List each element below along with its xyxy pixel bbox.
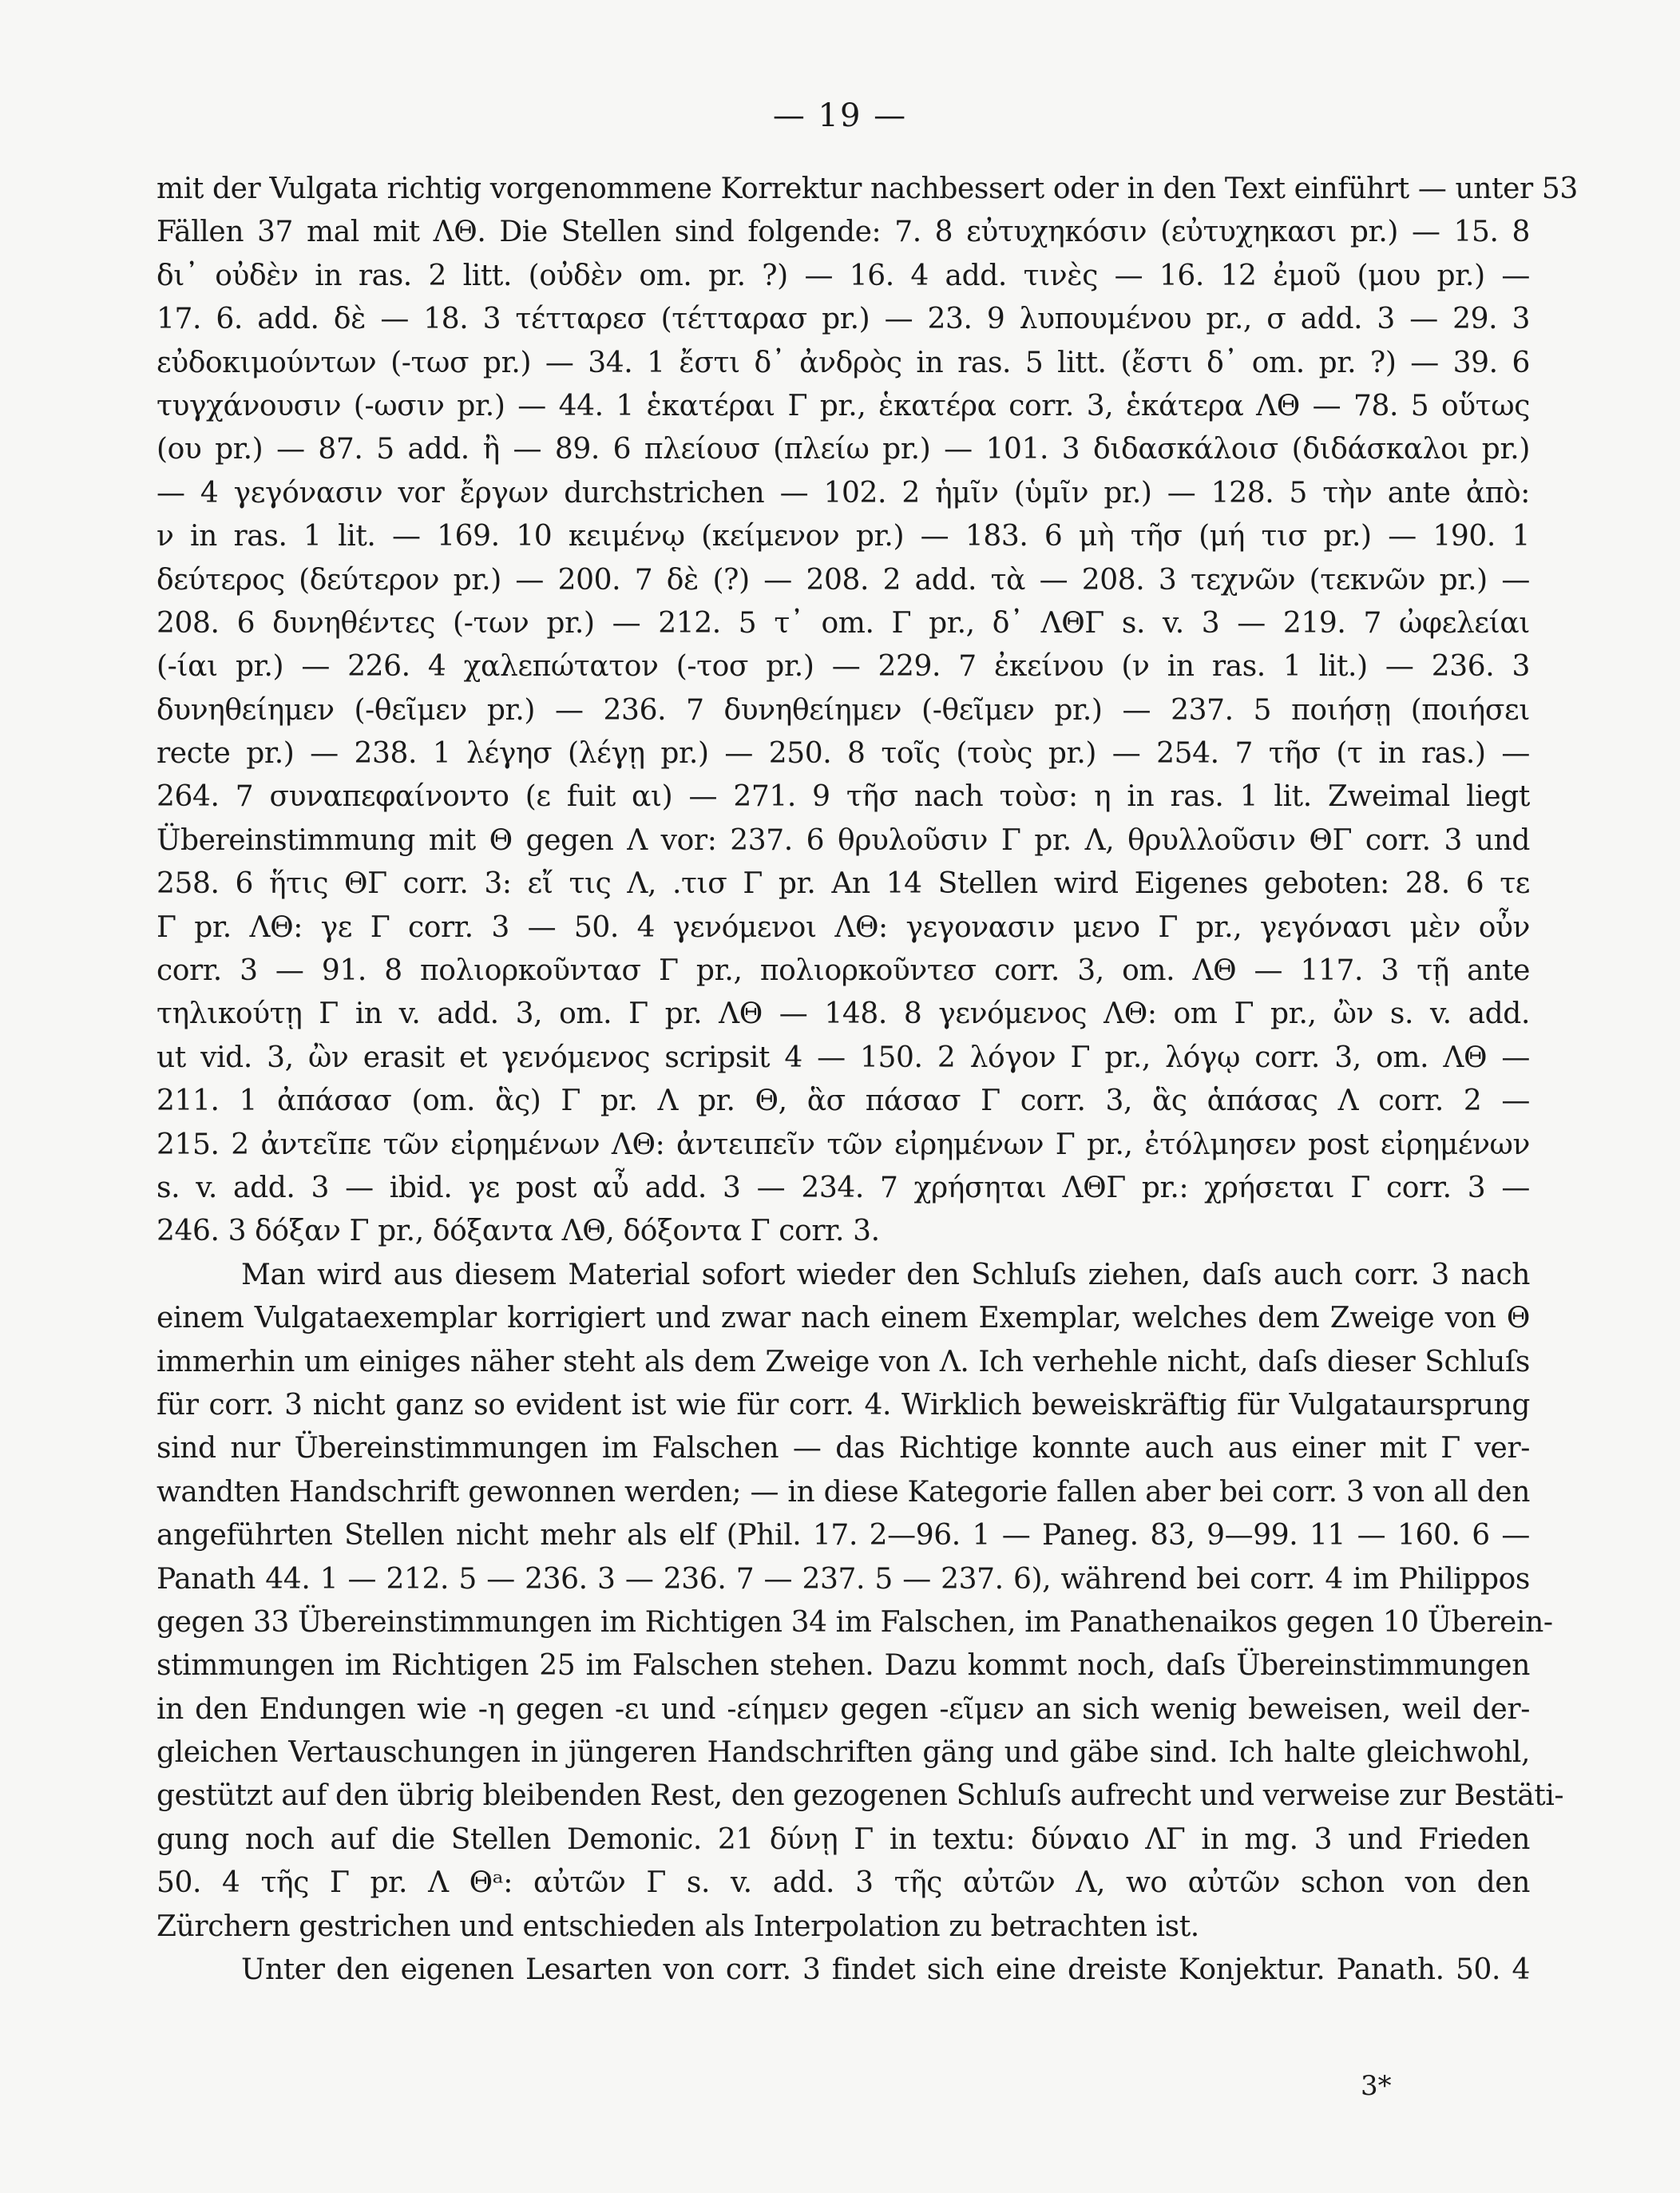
text-line: ν in ras. 1 lit. — 169. 10 κειμένῳ (κείμενον pr.) — 183. 6 μὴ τῆσ (μή τισ pr.) — 190. 1 xyxy=(157,520,1530,553)
text-line: 264. 7 συναπεφαίνοντο (ε fuit αι) — 271. 9 τῆσ nach τοὺσ: η in ras. 1 lit. Zweimal liegt xyxy=(157,780,1530,814)
text-line: Γ pr. ΛΘ: γε Γ corr. 3 — 50. 4 γενόμενοι ΛΘ: γεγονασιν μενο Γ pr., γεγόνασι μὲν οὖν xyxy=(157,910,1530,944)
page-number: — 19 — xyxy=(772,97,908,134)
text-line: (-ίαι pr.) — 226. 4 χαλεπώτατον (-τοσ pr.) — 229. 7 ἐκείνου (ν in ras. 1 lit.) — 236. 3 xyxy=(157,650,1530,684)
text-line: — 4 γεγόνασιν vor ἔργων durchstrichen — 102. 2 ἡμῖν (ὑμῖν pr.) — 128. 5 τὴν ante ἀπὸ: xyxy=(157,476,1530,510)
text-line: 215. 2 ἀντεῖπε τῶν εἰρημένων ΛΘ: ἀντειπεῖν τῶν εἰρημένων Γ pr., ἐτόλμησεν post εἰρημένων xyxy=(157,1128,1530,1161)
text-line: τυγχάνουσιν (-ωσιν pr.) — 44. 1 ἑκατέραι Γ pr., ἑκατέρα corr. 3, ἑκάτερα ΛΘ — 78. 5 οὕτως xyxy=(157,389,1530,422)
text-line: für corr. 3 nicht ganz so evident ist wie für corr. 4. Wirklich beweiskräftig für Vulgataursprung xyxy=(157,1388,1530,1422)
text-line: mit der Vulgata richtig vorgenommene Korrektur nachbessert oder in den Text einführt — unter 53 xyxy=(157,173,1578,205)
text-line: einem Vulgataexemplar korrigiert und zwar nach einem Exemplar, welches dem Zweige von Θ xyxy=(157,1302,1530,1335)
text-line: sind nur Übereinstimmungen im Falschen — das Richtige konnte auch aus einer mit Γ ver- xyxy=(157,1432,1530,1465)
text-line: 258. 6 ἥτις ΘΓ corr. 3: εἴ τις Λ, .τισ Γ pr. An 14 Stellen wird Eigenes geboten: 28. 6 τε xyxy=(157,867,1530,901)
text-line: 17. 6. add. δὲ — 18. 3 τέτταρεσ (τέτταρασ pr.) — 23. 9 λυπουμένου pr., σ add. 3 — 29. 3 xyxy=(157,303,1530,336)
text-line: in den Endungen wie -η gegen -ει und -είημεν gegen -εῖμεν an sich wenig beweisen, weil der- xyxy=(157,1692,1530,1726)
text-line: Panath 44. 1 — 212. 5 — 236. 3 — 236. 7 — 237. 5 — 237. 6), während bei corr. 4 im Philippos xyxy=(157,1562,1530,1596)
text-line: 50. 4 τῆς Γ pr. Λ Θᵃ: αὐτῶν Γ s. v. add. 3 τῆς αὐτῶν Λ, wo αὐτῶν schon von den xyxy=(157,1866,1530,1900)
text-line: gegen 33 Übereinstimmungen im Richtigen 34 im Falschen, im Panathenaikos gegen 10 Überein- xyxy=(157,1605,1553,1639)
paragraph-first-line: Man wird aus diesem Material sofort wieder den Schluſs ziehen, daſs auch corr. 3 nach xyxy=(241,1258,1530,1291)
text-line: stimmungen im Richtigen 25 im Falschen stehen. Dazu kommt noch, daſs Übereinstimmungen xyxy=(157,1649,1530,1683)
text-line: gung noch auf die Stellen Demonic. 21 δύνῃ Γ in textu: δύναιο ΛΓ in mg. 3 und Frieden xyxy=(157,1822,1530,1856)
text-line: ut vid. 3, ὢν erasit et γενόμενος scripsit 4 — 150. 2 λόγον Γ pr., λόγῳ corr. 3, om. ΛΘ — xyxy=(157,1041,1530,1074)
text-line: Fällen 37 mal mit ΛΘ. Die Stellen sind folgende: 7. 8 εὐτυχηκόσιν (εὐτυχηκασι pr.) — 15. 8 xyxy=(157,216,1530,249)
text-line: wandten Handschrift gewonnen werden; — in diese Kategorie fallen aber bei corr. 3 von all den xyxy=(157,1475,1530,1509)
text-line: 211. 1 ἀπάσασ (om. ἃς) Γ pr. Λ pr. Θ, ἃσ πάσασ Γ corr. 3, ἃς ἁπάσας Λ corr. 2 — xyxy=(157,1085,1530,1118)
text-line: gestützt auf den übrig bleibenden Rest, den gezogenen Schluſs aufrecht und verweise zur Bestäti- xyxy=(157,1779,1564,1813)
text-line: recte pr.) — 238. 1 λέγησ (λέγῃ pr.) — 250. 8 τοῖς (τοὺς pr.) — 254. 7 τῆσ (τ in ras.) — xyxy=(157,737,1530,771)
text-line: corr. 3 — 91. 8 πολιορκοῦντασ Γ pr., πολιορκοῦντεσ corr. 3, om. ΛΘ — 117. 3 τῇ ante xyxy=(157,954,1530,988)
text-line: 246. 3 δόξαν Γ pr., δόξαντα ΛΘ, δόξοντα Γ corr. 3. xyxy=(157,1215,880,1248)
text-line: Zürchern gestrichen und entschieden als Interpolation zu betrachten ist. xyxy=(157,1909,1199,1943)
text-line: δυνηθείημεν (-θεῖμεν pr.) — 236. 7 δυνηθείημεν (-θεῖμεν pr.) — 237. 5 ποιήσῃ (ποιήσει xyxy=(157,693,1530,727)
text-line: gleichen Vertauschungen in jüngeren Handschriften gäng und gäbe sind. Ich halte gleichwohl, xyxy=(157,1736,1530,1770)
text-line: εὐδοκιμούντων (-τωσ pr.) — 34. 1 ἔστι δ᾽ ἀνδρὸς in ras. 5 litt. (ἔστι δ᾽ om. pr. ?) — 39. 6 xyxy=(157,346,1530,379)
text-line: δεύτερος (δεύτερον pr.) — 200. 7 δὲ (?) — 208. 2 add. τὰ — 208. 3 τεχνῶν (τεκνῶν pr.) — xyxy=(157,563,1530,597)
text-line: (ου pr.) — 87. 5 add. ἢ — 89. 6 πλείουσ (πλείω pr.) — 101. 3 διδασκάλοισ (διδάσκαλοι pr.) xyxy=(157,433,1530,466)
text-line: Übereinstimmung mit Θ gegen Λ vor: 237. 6 θρυλοῦσιν Γ pr. Λ, θρυλλοῦσιν ΘΓ corr. 3 und xyxy=(157,823,1530,857)
text-line: s. v. add. 3 — ibid. γε post αὖ add. 3 — 234. 7 χρήσηται ΛΘΓ pr.: χρήσεται Γ corr. 3 — xyxy=(157,1171,1530,1204)
text-line: τηλικούτῃ Γ in v. add. 3, om. Γ pr. ΛΘ — 148. 8 γενόμενος ΛΘ: om Γ pr., ὢν s. v. add. xyxy=(157,997,1530,1031)
signature-mark: 3* xyxy=(1361,2070,1392,2102)
text-line: angeführten Stellen nicht mehr als elf (Phil. 17. 2—96. 1 — Paneg. 83, 9—99. 11 — 160. 6 — xyxy=(157,1519,1530,1553)
text-line: 208. 6 δυνηθέντες (-των pr.) — 212. 5 τ᾽ om. Γ pr., δ᾽ ΛΘΓ s. v. 3 — 219. 7 ὠφελείαι xyxy=(157,606,1530,640)
body-text xyxy=(157,168,1578,1992)
paragraph-first-line: Unter den eigenen Lesarten von corr. 3 findet sich eine dreiste Konjektur. Panath. 50. 4 xyxy=(241,1953,1530,1987)
text-line: δι᾽ οὐδὲν in ras. 2 litt. (οὐδὲν om. pr. ?) — 16. 4 add. τινὲς — 16. 12 ἐμοῦ (μου pr.) — xyxy=(157,259,1530,292)
text-line: immerhin um einiges näher steht als dem Zweige von Λ. Ich verhehle nicht, daſs dieser Schluſs xyxy=(157,1345,1530,1378)
